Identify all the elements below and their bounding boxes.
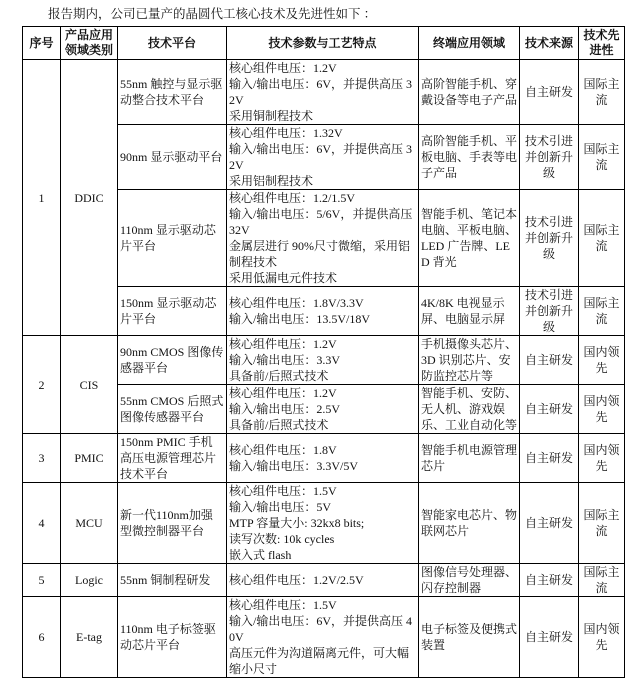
cell-source: 自主研发 xyxy=(520,483,579,564)
cell-endpoint: 图像信号处理器、闪存控制器 xyxy=(419,564,520,597)
param-line: 输入/输出电压：3.3V xyxy=(229,353,341,367)
header-params: 技术参数与工艺特点 xyxy=(227,27,419,60)
param-line: 高压元件为沟道隔离元件，可大幅缩小尺寸 xyxy=(229,646,410,676)
cell-source: 自主研发 xyxy=(520,336,579,385)
param-line: 输入/输出电压：2.5V xyxy=(229,402,341,416)
table-row xyxy=(23,597,625,678)
cell-platform: 90nm CMOS 图像传感器平台 xyxy=(118,336,227,385)
cell-params xyxy=(227,336,419,385)
intro-paragraph: 报告期内，公司已量产的晶圆代工核心技术及先进性如下 ： xyxy=(48,7,377,21)
table-row xyxy=(23,434,625,483)
cell-category: E-tag xyxy=(61,597,118,678)
cell-advancedness: 国际主流 xyxy=(579,287,625,336)
header-advancedness: 技术先进性 xyxy=(579,27,625,60)
header-no: 序号 xyxy=(23,27,61,60)
param-line: 核心组件电压：1.2V xyxy=(229,61,337,75)
cell-no: 2 xyxy=(23,336,61,434)
cell-params xyxy=(227,190,419,287)
cell-advancedness: 国际主流 xyxy=(579,483,625,564)
cell-advancedness: 国际主流 xyxy=(579,60,625,125)
cell-advancedness: 国际主流 xyxy=(579,564,625,597)
header-platform: 技术平台 xyxy=(118,27,227,60)
cell-advancedness: 国内领先 xyxy=(579,385,625,434)
param-line: 输入/输出电压：6V，并提供高压 32V xyxy=(229,77,413,107)
param-line: 输入/输出电压：5V xyxy=(229,500,332,514)
cell-source: 自主研发 xyxy=(520,434,579,483)
cell-params xyxy=(227,434,419,483)
cell-endpoint: 电子标签及便携式装置 xyxy=(419,597,520,678)
cell-platform: 110nm 电子标签驱动芯片平台 xyxy=(118,597,227,678)
param-line: 核心组件电压：1.5V xyxy=(229,598,337,612)
cell-endpoint: 4K/8K 电视显示屏、电脑显示屏 xyxy=(419,287,520,336)
param-line: 核心组件电压：1.8V/3.3V xyxy=(229,296,364,310)
table-row xyxy=(23,564,625,597)
table-row xyxy=(23,483,625,564)
param-line: 金属层进行 90%尺寸微缩，采用铝制程技术 xyxy=(229,239,410,269)
param-line: 核心组件电压：1.32V xyxy=(229,126,343,140)
cell-advancedness: 国际主流 xyxy=(579,190,625,287)
cell-endpoint: 智能家电芯片、物联网芯片 xyxy=(419,483,520,564)
cell-advancedness: 国内领先 xyxy=(579,336,625,385)
cell-params xyxy=(227,287,419,336)
param-line: 输入/输出电压：5/6V，并提供高压 32V xyxy=(229,207,413,237)
cell-platform: 90nm 显示驱动平台 xyxy=(118,125,227,190)
param-line: 采用低漏电元件技术 xyxy=(229,271,338,285)
param-line: 核心组件电压：1.2V xyxy=(229,337,337,351)
cell-platform: 55nm 铜制程研发 xyxy=(118,564,227,597)
table-header-row xyxy=(23,27,625,60)
cell-platform: 150nm 显示驱动芯片平台 xyxy=(118,287,227,336)
cell-category: Logic xyxy=(61,564,118,597)
cell-source: 自主研发 xyxy=(520,60,579,125)
table-row xyxy=(23,336,625,385)
cell-category: PMIC xyxy=(61,434,118,483)
cell-advancedness: 国际主流 xyxy=(579,125,625,190)
cell-source: 技术引进并创新升级 xyxy=(520,125,579,190)
cell-no: 6 xyxy=(23,597,61,678)
param-line: 核心组件电压：1.2V/2.5V xyxy=(229,573,364,587)
core-technology-table xyxy=(22,26,625,678)
cell-platform: 110nm 显示驱动芯片平台 xyxy=(118,190,227,287)
param-line: 输入/输出电压：6V，并提供高压 32V xyxy=(229,142,413,172)
cell-no: 1 xyxy=(23,60,61,336)
param-line: 输入/输出电压：6V，并提供高压 40V xyxy=(229,614,413,644)
param-line: 具备前/后照式技术 xyxy=(229,418,329,432)
cell-endpoint: 高阶智能手机、穿戴设备等电子产品 xyxy=(419,60,520,125)
param-line: 核心组件电压：1.2/1.5V xyxy=(229,191,356,205)
cell-category: MCU xyxy=(61,483,118,564)
header-category: 产品应用领域类别 xyxy=(61,27,118,60)
cell-endpoint: 高阶智能手机、平板电脑、手表等电子产品 xyxy=(419,125,520,190)
cell-advancedness: 国内领先 xyxy=(579,597,625,678)
cell-advancedness: 国内领先 xyxy=(579,434,625,483)
param-line: 采用铝制程技术 xyxy=(229,174,314,188)
param-line: 读写次数: 10k cycles xyxy=(229,532,335,546)
cell-endpoint: 智能手机、安防、无人机、游戏娱乐、工业自动化等 xyxy=(419,385,520,434)
cell-endpoint: 智能手机电源管理芯片 xyxy=(419,434,520,483)
cell-params xyxy=(227,60,419,125)
cell-platform: 新一代110nm加强型微控制器平台 xyxy=(118,483,227,564)
cell-params xyxy=(227,564,419,597)
param-line: 采用铜制程技术 xyxy=(229,109,314,123)
param-line: 输入/输出电压：13.5V/18V xyxy=(229,312,371,326)
param-line: 输入/输出电压：3.3V/5V xyxy=(229,459,359,473)
cell-source: 技术引进并创新升级 xyxy=(520,190,579,287)
param-line: 核心组件电压：1.2V xyxy=(229,386,337,400)
cell-source: 技术引进并创新升级 xyxy=(520,287,579,336)
param-line: 核心组件电压：1.5V xyxy=(229,484,337,498)
cell-params xyxy=(227,385,419,434)
cell-category: CIS xyxy=(61,336,118,434)
cell-params xyxy=(227,597,419,678)
header-source: 技术来源 xyxy=(520,27,579,60)
cell-no: 5 xyxy=(23,564,61,597)
cell-no: 3 xyxy=(23,434,61,483)
param-line: 具备前/后照式技术 xyxy=(229,369,329,383)
param-line: MTP 容量大小: 32kx8 bits; xyxy=(229,516,365,530)
param-line: 嵌入式 flash xyxy=(229,548,292,562)
cell-endpoint: 手机摄像头芯片、3D 识别芯片、安防监控芯片等 xyxy=(419,336,520,385)
cell-source: 自主研发 xyxy=(520,385,579,434)
table-row xyxy=(23,60,625,125)
cell-platform: 55nm CMOS 后照式图像传感器平台 xyxy=(118,385,227,434)
cell-endpoint: 智能手机、笔记本电脑、平板电脑、LED 广告牌、LED 背光 xyxy=(419,190,520,287)
cell-params xyxy=(227,483,419,564)
cell-source: 自主研发 xyxy=(520,564,579,597)
cell-platform: 55nm 触控与显示驱动整合技术平台 xyxy=(118,60,227,125)
cell-platform: 150nm PMIC 手机高压电源管理芯片技术平台 xyxy=(118,434,227,483)
cell-no: 4 xyxy=(23,483,61,564)
cell-params xyxy=(227,125,419,190)
param-line: 核心组件电压：1.8V xyxy=(229,443,337,457)
cell-category: DDIC xyxy=(61,60,118,336)
cell-source: 自主研发 xyxy=(520,597,579,678)
header-endpoint: 终端应用领域 xyxy=(419,27,520,60)
